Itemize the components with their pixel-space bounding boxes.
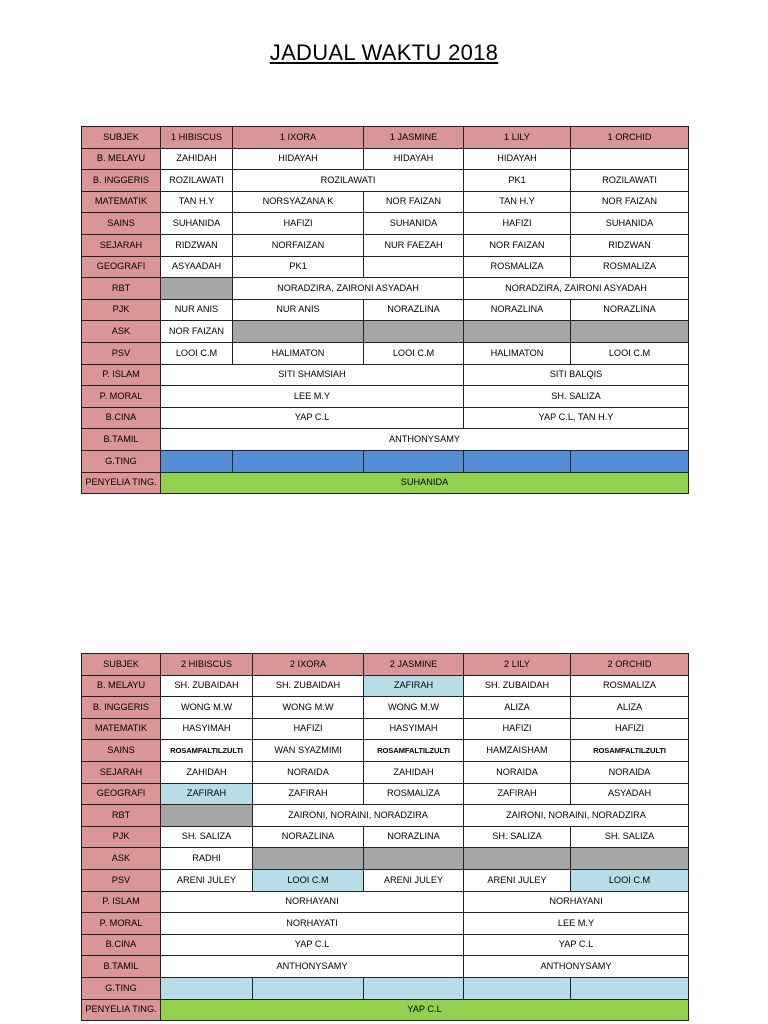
teacher-cell: HAMZAISHAM (464, 740, 571, 762)
g-ting-cell (464, 450, 571, 472)
teacher-cell: ZAHIDAH (161, 761, 253, 783)
table-row (82, 364, 689, 386)
teacher-cell: LOOI C.M (253, 869, 364, 891)
subject-label: RBT (82, 805, 161, 827)
teacher-cell: HAFIZI (253, 718, 364, 740)
teacher-cell: YAP C.L, TAN H.Y (464, 407, 689, 429)
subject-label: B.TAMIL (82, 429, 161, 451)
teacher-cell: HAFIZI (464, 718, 571, 740)
g-ting-cell (161, 977, 253, 999)
teacher-cell: ASYADAH (571, 783, 689, 805)
teacher-cell: NUR ANIS (233, 299, 364, 321)
teacher-cell: ROZILAWATI (161, 170, 233, 192)
teacher-cell: ASYAADAH (161, 256, 233, 278)
teacher-cell: NOR FAIZAN (364, 191, 464, 213)
teacher-cell: YAP C.L (161, 934, 464, 956)
subject-label: P. ISLAM (82, 364, 161, 386)
header-class: 1 ORCHID (571, 127, 689, 149)
header-class: 2 JASMINE (364, 654, 464, 676)
teacher-cell: SH. SALIZA (464, 826, 571, 848)
g-ting-cell (161, 450, 233, 472)
empty-cell (464, 321, 571, 343)
teacher-cell: SITI BALQIS (464, 364, 689, 386)
teacher-cell: ZAIRONI, NORAINI, NORADZIRA (253, 805, 464, 827)
timetable-form-1 (81, 126, 689, 494)
teacher-cell (364, 256, 464, 278)
subject-label: PJK (82, 299, 161, 321)
table-row (82, 342, 689, 364)
empty-cell (161, 278, 233, 300)
subject-label: B.TAMIL (82, 956, 161, 978)
teacher-cell: ARENI JULEY (161, 869, 253, 891)
g-ting-cell (571, 977, 689, 999)
header-class: 1 IXORA (233, 127, 364, 149)
teacher-cell: ANTHONYSAMY (161, 429, 689, 451)
teacher-cell: ROSMALIZA (571, 675, 689, 697)
subject-label: B. INGGERIS (82, 170, 161, 192)
table-row (82, 429, 689, 451)
teacher-cell: ANTHONYSAMY (464, 956, 689, 978)
teacher-cell: NOR FAIZAN (571, 191, 689, 213)
table-row (82, 934, 689, 956)
table-row (82, 256, 689, 278)
teacher-cell: NORSYAZANA K (233, 191, 364, 213)
teacher-cell: NORAZLINA (464, 299, 571, 321)
table-row (82, 278, 689, 300)
teacher-cell: HALIMATON (233, 342, 364, 364)
header-class: 1 HIBISCUS (161, 127, 233, 149)
table-row (82, 869, 689, 891)
teacher-cell: NORHAYATI (161, 913, 464, 935)
teacher-cell: HAFIZI (464, 213, 571, 235)
teacher-cell (571, 148, 689, 170)
subject-label: B. MELAYU (82, 675, 161, 697)
teacher-cell: SITI SHAMSIAH (161, 364, 464, 386)
header-row (82, 127, 689, 149)
teacher-cell: YAP C.L (161, 407, 464, 429)
teacher-cell: ALIZA (571, 697, 689, 719)
empty-cell (161, 805, 253, 827)
teacher-cell: ZAFIRAH (464, 783, 571, 805)
table-row (82, 234, 689, 256)
g-ting-cell (253, 977, 364, 999)
table-row (82, 450, 689, 472)
teacher-cell: SUHANIDA (571, 213, 689, 235)
teacher-cell: SH. ZUBAIDAH (253, 675, 364, 697)
teacher-cell: WONG M.W (364, 697, 464, 719)
teacher-cell: NORAZLINA (364, 299, 464, 321)
teacher-cell: NUR ANIS (161, 299, 233, 321)
subject-label: ASK (82, 848, 161, 870)
teacher-cell: NORHAYANI (161, 891, 464, 913)
teacher-cell: ROZILAWATI (233, 170, 464, 192)
teacher-cell: NOR FAIZAN (161, 321, 233, 343)
subject-label: PSV (82, 342, 161, 364)
header-class: 2 HIBISCUS (161, 654, 253, 676)
table-row (82, 472, 689, 494)
g-ting-cell (464, 977, 571, 999)
teacher-cell: ZAHIDAH (161, 148, 233, 170)
subject-label: P. ISLAM (82, 891, 161, 913)
empty-cell (233, 321, 364, 343)
penyelia-cell: YAP C.L (161, 999, 689, 1021)
teacher-cell: ARENI JULEY (464, 869, 571, 891)
teacher-cell: ROSMALIZA (464, 256, 571, 278)
teacher-cell: RIDZWAN (161, 234, 233, 256)
teacher-cell: ANTHONYSAMY (161, 956, 464, 978)
teacher-cell: NORAIDA (253, 761, 364, 783)
teacher-cell: SH. SALIZA (464, 386, 689, 408)
empty-cell (571, 321, 689, 343)
teacher-cell: ROSAMFALTILZULTI (364, 740, 464, 762)
timetable-form-2 (81, 653, 689, 1021)
teacher-cell: HASYIMAH (364, 718, 464, 740)
teacher-cell: PK1 (464, 170, 571, 192)
table-row (82, 407, 689, 429)
teacher-cell: WONG M.W (253, 697, 364, 719)
teacher-cell: WAN SYAZMIMI (253, 740, 364, 762)
empty-cell (571, 848, 689, 870)
teacher-cell: SUHANIDA (161, 213, 233, 235)
teacher-cell: ZAFIRAH (364, 675, 464, 697)
table-row (82, 805, 689, 827)
teacher-cell: SUHANIDA (364, 213, 464, 235)
table-row (82, 213, 689, 235)
table-row (82, 956, 689, 978)
table-row (82, 740, 689, 762)
teacher-cell: HIDAYAH (233, 148, 364, 170)
teacher-cell: ALIZA (464, 697, 571, 719)
penyelia-cell: SUHANIDA (161, 472, 689, 494)
subject-label: ASK (82, 321, 161, 343)
teacher-cell: SH. ZUBAIDAH (161, 675, 253, 697)
teacher-cell: PK1 (233, 256, 364, 278)
empty-cell (364, 848, 464, 870)
teacher-cell: NORFAIZAN (233, 234, 364, 256)
teacher-cell: HALIMATON (464, 342, 571, 364)
teacher-cell: ZAFIRAH (253, 783, 364, 805)
header-class: 2 ORCHID (571, 654, 689, 676)
header-class: 2 LILY (464, 654, 571, 676)
table-row (82, 148, 689, 170)
g-ting-cell (233, 450, 364, 472)
table-row (82, 891, 689, 913)
subject-label: G.TING (82, 977, 161, 999)
header-row (82, 654, 689, 676)
teacher-cell: NORADZIRA, ZAIRONI ASYADAH (233, 278, 464, 300)
g-ting-cell (364, 450, 464, 472)
teacher-cell: SH. ZUBAIDAH (464, 675, 571, 697)
empty-cell (253, 848, 364, 870)
table-row (82, 321, 689, 343)
subject-label: GEOGRAFI (82, 783, 161, 805)
teacher-cell: HAFIZI (233, 213, 364, 235)
subject-label: B. INGGERIS (82, 697, 161, 719)
teacher-cell: RADHI (161, 848, 253, 870)
table-row (82, 999, 689, 1021)
table-row (82, 675, 689, 697)
empty-cell (364, 321, 464, 343)
teacher-cell: ZAIRONI, NORAINI, NORADZIRA (464, 805, 689, 827)
subject-label: PENYELIA TING. (82, 999, 161, 1021)
subject-label: G.TING (82, 450, 161, 472)
teacher-cell: ROSMALIZA (364, 783, 464, 805)
teacher-cell: NORAIDA (571, 761, 689, 783)
teacher-cell: HASYIMAH (161, 718, 253, 740)
header-class: 1 JASMINE (364, 127, 464, 149)
table-row (82, 170, 689, 192)
teacher-cell: ZAFIRAH (161, 783, 253, 805)
empty-cell (464, 848, 571, 870)
table-row (82, 783, 689, 805)
teacher-cell: ROSAMFALTILZULTI (571, 740, 689, 762)
teacher-cell: ZAHIDAH (364, 761, 464, 783)
subject-label: B.CINA (82, 407, 161, 429)
subject-label: P. MORAL (82, 913, 161, 935)
table-row (82, 386, 689, 408)
subject-label: RBT (82, 278, 161, 300)
subject-label: P. MORAL (82, 386, 161, 408)
teacher-cell: RIDZWAN (571, 234, 689, 256)
teacher-cell: NORAZLINA (571, 299, 689, 321)
page-title: JADUAL WAKTU 2018 (269, 40, 499, 65)
header-class: 2 IXORA (253, 654, 364, 676)
table-row (82, 913, 689, 935)
teacher-cell: NORAIDA (464, 761, 571, 783)
subject-label: MATEMATIK (82, 718, 161, 740)
header-subjek: SUBJEK (82, 127, 161, 149)
subject-label: SEJARAH (82, 761, 161, 783)
teacher-cell: HIDAYAH (464, 148, 571, 170)
teacher-cell: HAFIZI (571, 718, 689, 740)
teacher-cell: NORADZIRA, ZAIRONI ASYADAH (464, 278, 689, 300)
subject-label: MATEMATIK (82, 191, 161, 213)
subject-label: B. MELAYU (82, 148, 161, 170)
teacher-cell: NORHAYANI (464, 891, 689, 913)
teacher-cell: SH. SALIZA (571, 826, 689, 848)
subject-label: SAINS (82, 213, 161, 235)
teacher-cell: NORAZLINA (253, 826, 364, 848)
subject-label: SAINS (82, 740, 161, 762)
subject-label: GEOGRAFI (82, 256, 161, 278)
header-subjek: SUBJEK (82, 654, 161, 676)
teacher-cell: ARENI JULEY (364, 869, 464, 891)
table-row (82, 761, 689, 783)
teacher-cell: LOOI C.M (364, 342, 464, 364)
table-row (82, 718, 689, 740)
teacher-cell: SH. SALIZA (161, 826, 253, 848)
subject-label: SEJARAH (82, 234, 161, 256)
teacher-cell: YAP C.L (464, 934, 689, 956)
table-row (82, 697, 689, 719)
teacher-cell: NOR FAIZAN (464, 234, 571, 256)
teacher-cell: LOOI C.M (161, 342, 233, 364)
teacher-cell: WONG M.W (161, 697, 253, 719)
g-ting-cell (364, 977, 464, 999)
subject-label: PSV (82, 869, 161, 891)
teacher-cell: ROZILAWATI (571, 170, 689, 192)
teacher-cell: NORAZLINA (364, 826, 464, 848)
subject-label: PENYELIA TING. (82, 472, 161, 494)
teacher-cell: TAN H.Y (464, 191, 571, 213)
header-class: 1 LILY (464, 127, 571, 149)
teacher-cell: NUR FAEZAH (364, 234, 464, 256)
teacher-cell: LOOI C.M (571, 869, 689, 891)
table-row (82, 191, 689, 213)
teacher-cell: ROSAMFALTILZULTI (161, 740, 253, 762)
teacher-cell: LEE M.Y (464, 913, 689, 935)
table-row (82, 826, 689, 848)
teacher-cell: HIDAYAH (364, 148, 464, 170)
subject-label: B.CINA (82, 934, 161, 956)
teacher-cell: LOOI C.M (571, 342, 689, 364)
teacher-cell: LEE M.Y (161, 386, 464, 408)
g-ting-cell (571, 450, 689, 472)
table-row (82, 848, 689, 870)
table-row (82, 977, 689, 999)
teacher-cell: TAN H.Y (161, 191, 233, 213)
teacher-cell: ROSMALIZA (571, 256, 689, 278)
subject-label: PJK (82, 826, 161, 848)
table-row (82, 299, 689, 321)
